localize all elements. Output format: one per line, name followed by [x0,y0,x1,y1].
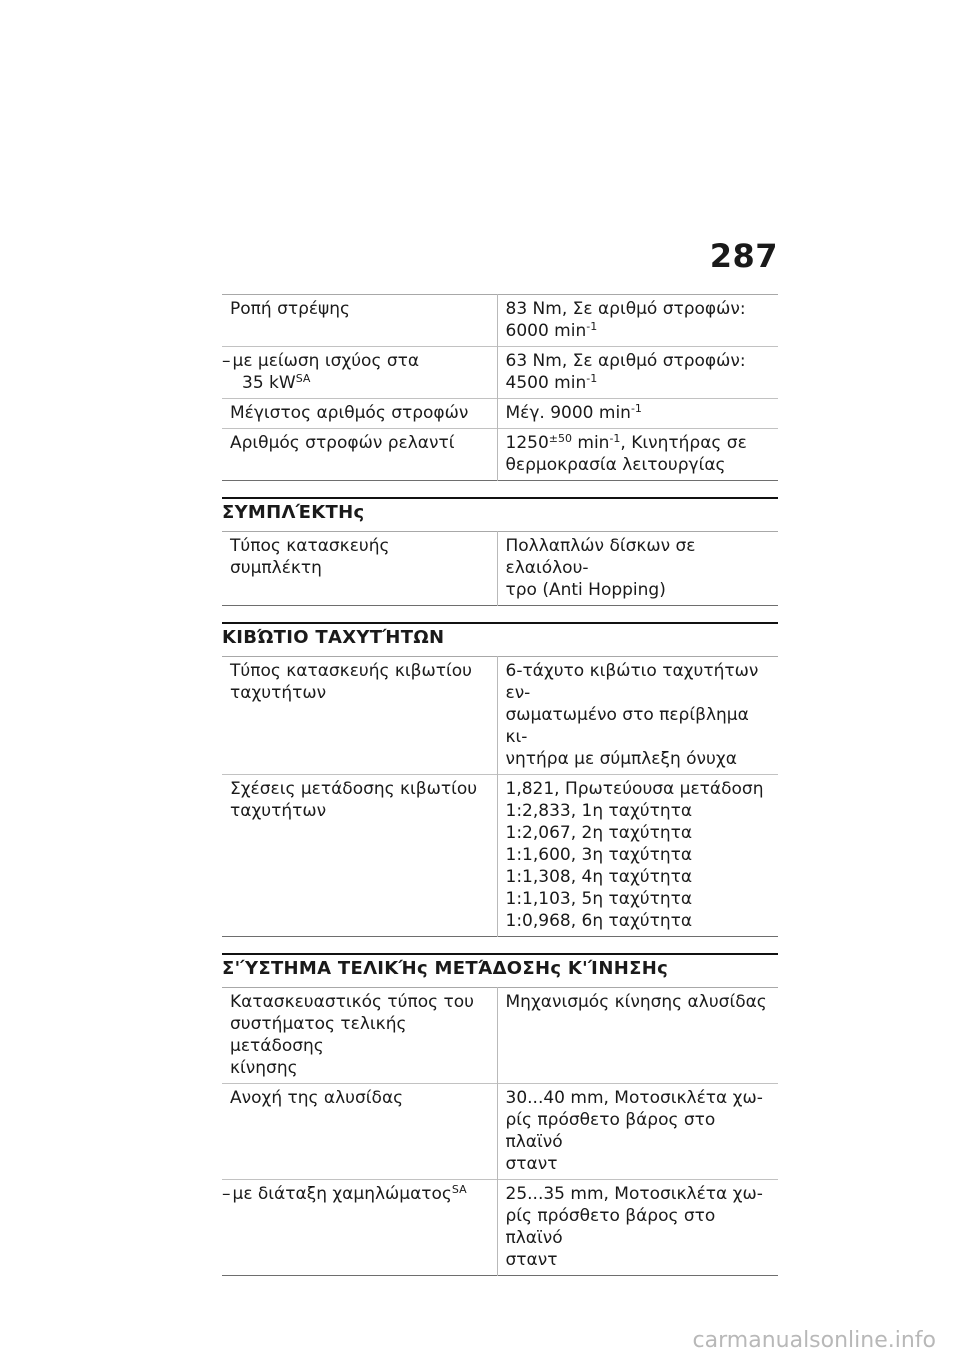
table-row [222,399,778,429]
spec-key: – με διάταξη χαμηλώματος$^{SA}$ [222,1180,497,1276]
spec-key: Τύπος κατασκευής συμπλέκτη [230,536,390,578]
spec-content [222,294,778,1276]
spec-value: Μέγ. 9000 $\min^{-1}$ [497,399,778,429]
spec-key: Μέγιστος αριθμός στροφών [230,403,469,423]
spec-key: Ροπή στρέψης [230,299,351,319]
table-row [222,295,778,347]
spec-value: 63 Nm, Σε αριθμό στροφών: 4500 $\min^{-1}$ [497,347,778,399]
spec-value: 25...35 mm, Μοτοσικλέτα χω- ρίς πρόσθετο βάρος στο πλαϊνό σταντ [497,1180,778,1276]
table-row [222,1180,778,1276]
spec-key: Αριθμός στροφών ρελαντί [230,433,455,453]
spec-value: 1,821, Πρωτεύουσα μετάδοση 1:2,833, 1η ταχύτητα 1:2,067, 2η ταχύτητα 1:1,600, 3η ταχύτητα 1:1,308, 4η ταχύτητα 1:1,103, 5η ταχύτητα 1:0,968, 6η ταχύτητα [497,775,778,937]
spec-value: 30...40 mm, Μοτοσικλέτα χω- ρίς πρόσθετο βάρος στο πλαϊνό σταντ [497,1084,778,1180]
final-drive-spec-table [222,987,778,1276]
spec-key: Σχέσεις μετάδοσης κιβωτίου ταχυτήτων [230,779,478,821]
table-row [222,347,778,399]
spec-value: 83 Nm, Σε αριθμό στροφών: 6000 $\min^{-1}$ [497,295,778,347]
table-row [222,657,778,775]
table-row [222,429,778,481]
spec-value: 6-τάχυτο κιβώτιο ταχυτήτων εν- σωματωμένο στο περίβλημα κι- νητήρα με σύμπλεξη όνυχα [497,657,778,775]
spec-key: Ανοχή της αλυσίδας [230,1088,404,1108]
engine-spec-table [222,294,778,481]
section-heading-gearbox: ΚΙΒΏΤΙΟ ΤΑΧΥΤΉΤΩΝ [222,622,778,654]
table-row [222,988,778,1084]
watermark: carmanualsonline.info [692,1328,936,1353]
spec-value: Πολλαπλών δίσκων σε ελαιόλου- τρο (Anti Hopping) [497,532,778,606]
table-row [222,775,778,937]
spec-key: – με μείωση ισχύος στα 35 $kW^{SA}$ [222,347,497,399]
gearbox-spec-table [222,656,778,937]
spec-value: $1250^{\pm 50}$ $\min^{-1}$, Κινητήρας σε θερμοκρασία λειτουργίας [497,429,778,481]
spec-value: Μηχανισμός κίνησης αλυσίδας [497,988,778,1084]
section-heading-final-drive: Σ'ΎΣΤΗΜΑ ΤΕΛΙΚΉς ΜΕΤΆΔΟΣΗς Κ'ΊΝΗΣΗς [222,953,778,985]
section-heading-clutch: ΣΥΜΠΛΈΚΤΗς [222,497,778,529]
spec-key: Τύπος κατασκευής κιβωτίου ταχυτήτων [230,661,472,703]
table-row [222,532,778,606]
table-row [222,1084,778,1180]
spec-key: Κατασκευαστικός τύπος του συστήματος τελικής μετάδοσης κίνησης [230,992,474,1078]
page-number: 287 [709,237,778,275]
clutch-spec-table [222,531,778,606]
